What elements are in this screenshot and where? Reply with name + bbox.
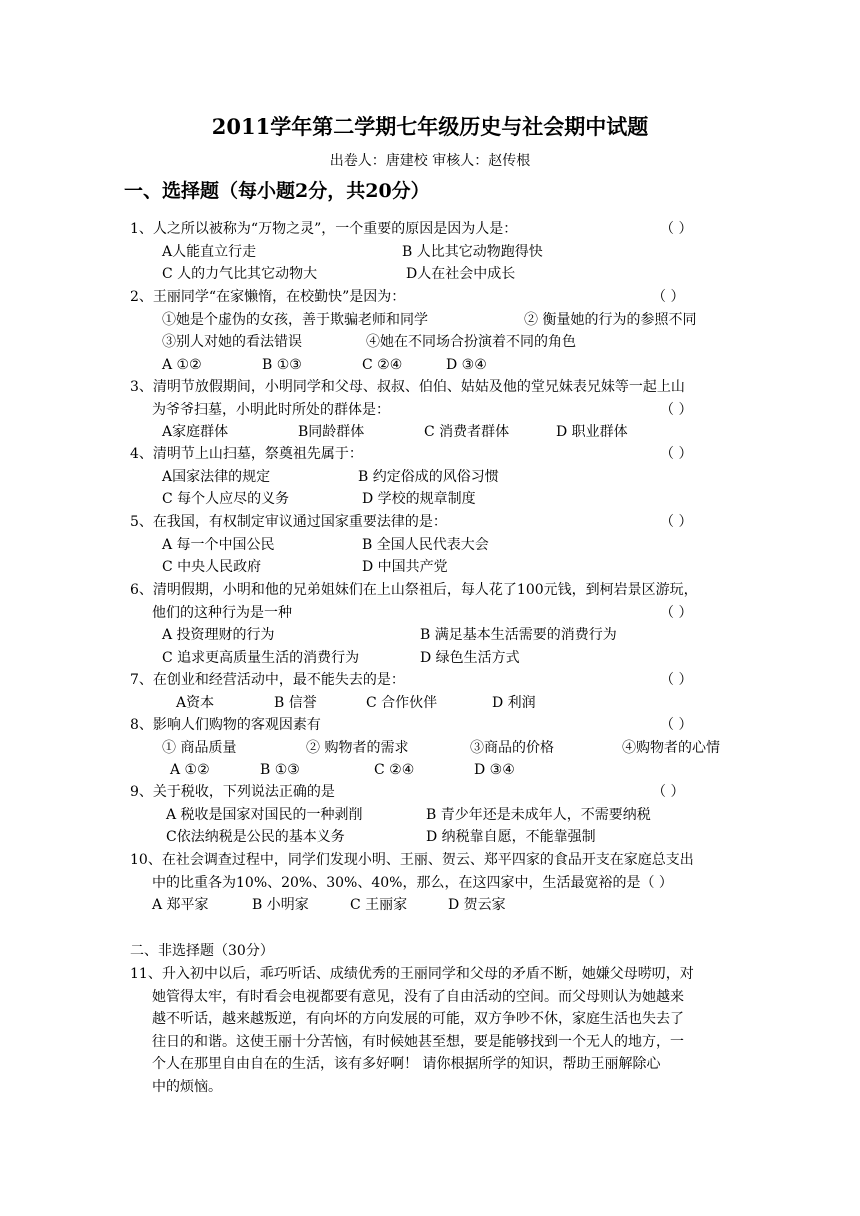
question-stem-line-1: 10、在社会调查过程中，同学们发现小明、王丽、贺云、郑平四家的食品开支在家庭总支出: [130, 852, 694, 868]
question-11: [130, 963, 735, 1099]
option-c: C 消费者群体: [424, 424, 510, 440]
paragraph-line: 11、升入初中以后，乖巧听话、成绩优秀的王丽同学和父母的矛盾不断，她嫌父母唠叨，对: [130, 966, 694, 982]
option-b: B 青少年还是未成年人，不需要纳税: [426, 806, 651, 823]
section-heading-choice: 一、选择题（每小题2分，共20分）: [124, 180, 430, 202]
statement-2: ② 购物者的需求: [306, 739, 409, 756]
question-stem: 7、在创业和经营活动中，最不能失去的是：: [130, 672, 405, 688]
option-d: D ③④: [446, 356, 487, 373]
question-2: [130, 286, 740, 376]
question-stem: 2、王丽同学“在家懒惰，在校勤快”是因为：: [130, 289, 406, 305]
answer-paren: （ ）: [660, 514, 693, 530]
question-stem: 8、影响人们购物的客观因素有: [130, 717, 321, 733]
answer-paren: （ ）: [660, 446, 693, 462]
answer-paren: （ ）: [660, 604, 693, 621]
option-d: D 中国共产党: [362, 559, 448, 575]
option-b: B 全国人民代表大会: [362, 536, 489, 553]
question-stem-line-1: 3、清明节放假期间，小明同学和父母、叔叔、伯伯、姑姑及他的堂兄妹表兄妹等一起上山: [130, 379, 685, 395]
option-c: C 每个人应尽的义务: [162, 491, 290, 507]
question-10: [130, 849, 740, 917]
question-4: [130, 443, 740, 511]
option-d: D 贺云家: [448, 897, 506, 913]
question-1: [130, 218, 740, 286]
option-a: A ①②: [162, 356, 202, 373]
question-6: [130, 579, 740, 669]
option-a: A 税收是国家对国民的一种剥削: [166, 806, 363, 823]
question-stem-line-2: 中的比重各为10%、20%、30%、40%，那么，在这四家中，生活最宽裕的是（ ）: [152, 874, 673, 891]
option-c: C ②④: [374, 762, 415, 778]
statement-4: ④购物者的心情: [622, 739, 720, 756]
statement-3: ③别人对她的看法错误: [162, 334, 302, 350]
option-d: D ③④: [474, 762, 515, 778]
option-d: D 学校的规章制度: [362, 491, 476, 507]
page-subtitle: 出卷人：唐建校 审核人：赵传根: [329, 153, 531, 169]
option-a: A资本: [176, 694, 215, 711]
option-b: B 满足基本生活需要的消费行为: [420, 627, 617, 643]
question-stem-line-1: 6、清明假期，小明和他的兄弟姐妹们在上山祭祖后，每人花了100元钱，到柯岩景区游玩，: [130, 582, 698, 598]
statement-1: ① 商品质量: [162, 739, 237, 756]
option-a: A人能直立行走: [162, 243, 257, 260]
question-stem: 4、清明节上山扫墓，祭奠祖先属于：: [130, 446, 363, 462]
answer-paren: （ ）: [660, 221, 693, 237]
option-d: D 纳税靠自愿，不能靠强制: [426, 829, 596, 845]
paragraph-line: 中的烦恼。: [152, 1078, 222, 1095]
statement-4: ④她在不同场合扮演着不同的角色: [366, 334, 576, 350]
question-stem: 1、人之所以被称为“万物之灵”，一个重要的原因是因为人是：: [130, 221, 518, 237]
option-a: A 每一个中国公民: [162, 536, 275, 553]
option-c: C依法纳税是公民的基本义务: [166, 829, 345, 845]
statement-3: ③商品的价格: [470, 739, 554, 756]
option-c: C 追求更高质量生活的消费行为: [162, 649, 360, 666]
option-c: C 人的力气比其它动物大: [162, 266, 318, 282]
answer-paren: （ ）: [660, 672, 693, 688]
paragraph-line: 个人在那里自由自在的生活，该有多好啊！ 请你根据所学的知识，帮助王丽解除心: [152, 1056, 661, 1073]
option-c: C 王丽家: [350, 897, 408, 913]
option-b: B同龄群体: [298, 424, 365, 440]
statement-2: ② 衡量她的行为的参照不同: [524, 311, 697, 328]
question-7: [130, 669, 740, 714]
paragraph-line: 她管得太牢，有时看会电视都要有意见，没有了自由活动的空间。而父母则认为她越来: [152, 988, 684, 1005]
option-b: B 信誉: [274, 694, 317, 711]
option-c: C 合作伙伴: [366, 694, 438, 711]
option-d: D 职业群体: [556, 424, 628, 440]
answer-paren: （ ）: [652, 784, 685, 800]
question-stem-line-2: 他们的这种行为是一种: [152, 604, 292, 621]
question-5: [130, 511, 740, 579]
question-stem: 9、关于税收，下列说法正确的是: [130, 784, 335, 800]
question-stem-line-2: 为爷爷扫墓，小明此时所处的群体是：: [152, 401, 390, 418]
answer-paren: （ ）: [660, 401, 693, 418]
question-3: [130, 376, 740, 444]
question-8: [130, 714, 740, 782]
option-b: B 人比其它动物跑得快: [402, 243, 543, 260]
paragraph-line: 往日的和谐。这使王丽十分苦恼，有时候她甚至想，要是能够找到一个无人的地方，一: [152, 1033, 684, 1050]
option-b: B ①③: [262, 356, 302, 373]
option-b: B 约定俗成的风俗习惯: [358, 468, 499, 485]
paragraph-line: 越不听话，越来越叛逆，有向坏的方向发展的可能，双方争吵不休，家庭生活也失去了: [152, 1011, 684, 1028]
option-b: B ①③: [260, 762, 300, 778]
option-a: A 郑平家: [152, 897, 209, 913]
option-a: A ①②: [170, 762, 210, 778]
section-heading-non-choice: 二、非选择题（30分）: [130, 943, 274, 959]
answer-paren: （ ）: [652, 289, 685, 305]
question-stem: 5、在我国，有权制定审议通过国家重要法律的是：: [130, 514, 447, 530]
option-a: A 投资理财的行为: [162, 627, 275, 643]
option-d: D 绿色生活方式: [420, 649, 520, 666]
option-d: D人在社会中成长: [406, 266, 516, 282]
option-c: C ②④: [362, 356, 403, 373]
option-a: A国家法律的规定: [162, 468, 271, 485]
option-a: A家庭群体: [162, 424, 229, 440]
option-c: C 中央人民政府: [162, 559, 262, 575]
question-9: [130, 781, 740, 849]
option-b: B 小明家: [252, 897, 309, 913]
answer-paren: （ ）: [660, 717, 693, 733]
statement-1: ①她是个虚伪的女孩，善于欺骗老师和同学: [162, 311, 428, 328]
page-title: 2011学年第二学期七年级历史与社会期中试题: [211, 114, 649, 139]
option-d: D 利润: [492, 694, 536, 711]
